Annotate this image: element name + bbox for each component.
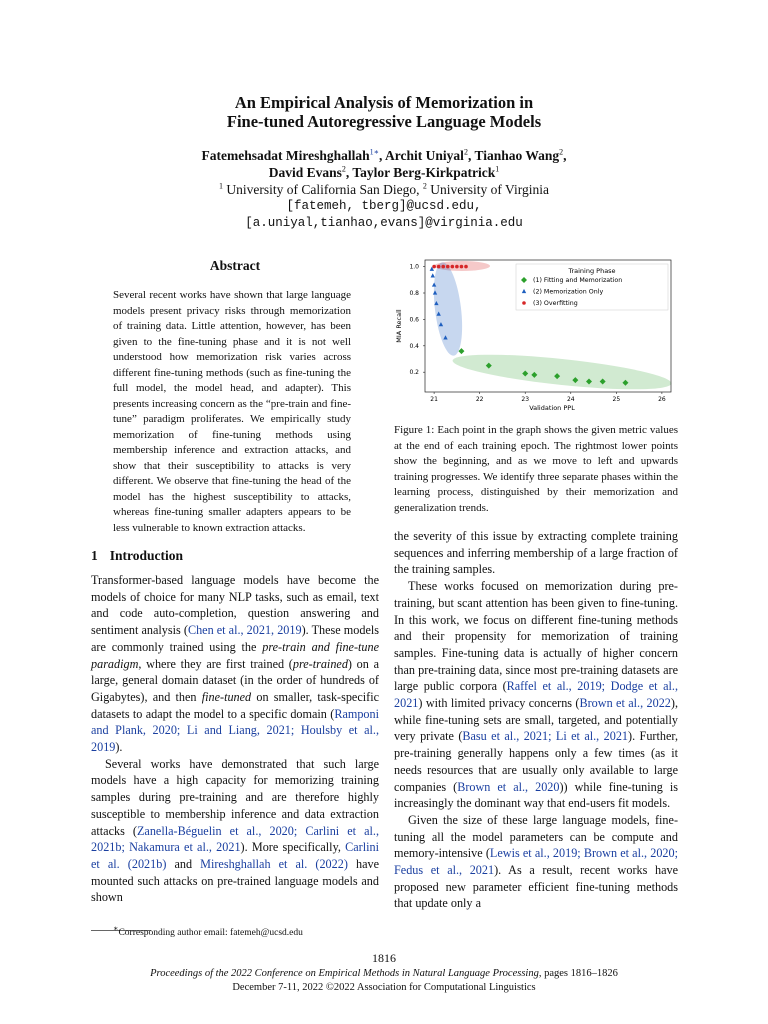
x-tick-label: 26 [658, 396, 666, 403]
citation-link[interactable]: Basu et al., 2021; Li et al., 2021 [462, 729, 629, 744]
text-run: ). As a result, recent works have proposed new parameter efficient fine-tuning methods that update only a [394, 863, 678, 911]
legend-entry: (2) Memorization Only [533, 288, 604, 296]
paragraph [394, 578, 678, 812]
proceedings-line-1 [0, 967, 768, 981]
citation-link[interactable]: Mireshghallah et al. (2022) [200, 856, 348, 871]
x-tick-label: 24 [566, 396, 575, 403]
citation-link[interactable]: Zanella-Béguelin et al., 2020; Carlini et al., 2021b; Nakamura et al., 2021 [91, 823, 380, 855]
section-title: Introduction [109, 548, 184, 563]
text-run: ). These models are commonly trained using the [91, 623, 379, 654]
y-tick-label: 0.4 [409, 342, 419, 350]
text-run: These works focused on memorization during pre-training, but scant attention has been given to fine-tuning. In this work, we focus on different fine-tuning methods and their propensity for memorization of training samples. Fine-tuning data is actually of higher concern than pre-training data, since most pre-training datasets are large public corpora ( [394, 579, 678, 694]
right-column [394, 528, 678, 912]
section-number: 1 [91, 548, 98, 563]
text-run: Transformer-based language models have become the models of choice for many NLP tasks, such as email, text and code auto-completion, question answering and sentiment analysis ( [91, 573, 379, 638]
author-name: Fatemehsadat Mireshghallah [201, 148, 370, 163]
legend [516, 264, 668, 310]
text-run: and [166, 856, 201, 871]
text-run: ). Further, pre-training generally happens only a few times (as it needs resources that are usually only available to large companies ( [394, 729, 678, 794]
text-run: , where they are first trained ( [138, 656, 293, 671]
y-tick-label: 0.8 [409, 290, 419, 297]
footnote [113, 923, 303, 938]
legend-entry: (3) Overfitting [533, 300, 578, 307]
paragraph [91, 572, 379, 756]
proceedings-footer [0, 967, 768, 995]
figure-1-scatter-chart [392, 254, 678, 420]
legend-title: Training Phase [568, 267, 616, 275]
email-ucsd: [fatemeh, tberg]@ucsd.edu, [286, 199, 482, 213]
data-point [446, 265, 450, 269]
data-point [431, 273, 435, 277]
author-name: , Tianhao Wang [467, 148, 560, 163]
text-run: )) while fine-tuning is increasingly the dominant way that end-users fit models. [394, 779, 678, 811]
emphasis: fine-tuned [201, 689, 252, 704]
citation-link[interactable]: Brown et al., 2020 [457, 779, 560, 794]
affiliation-ucsd: University of California San Diego, [223, 182, 423, 197]
author-affiliation-mark: 1 [495, 164, 500, 174]
author-affiliation-mark: 2 [559, 147, 564, 157]
citation-link[interactable]: Ramponi and Plank, 2020; Li and Liang, 2021; Houlsby et al., 2019 [91, 706, 379, 755]
text-run: on smaller, task-specific datasets to adapt the model to a specific domain ( [91, 689, 379, 721]
page-number: 1816 [372, 951, 396, 965]
citation-link[interactable]: Carlini et al. (2021b) [91, 840, 379, 871]
data-point [451, 265, 455, 269]
data-point [458, 348, 464, 354]
text-run: Several works have demonstrated that such large models have a high capacity for memorizing training samples during pre-training and are therefore highly susceptible to membership inference and data extraction attacks ( [91, 756, 379, 838]
x-axis-label: Validation PPL [529, 404, 575, 412]
x-tick-label: 22 [475, 396, 484, 403]
text-run: Given the size of these large language models, fine-tuning all the model parameters can be compute and memory-intensive ( [394, 812, 678, 861]
left-column [91, 572, 379, 906]
paragraph [91, 756, 379, 906]
paper-title [0, 93, 768, 131]
text-run: ) with limited privacy concerns ( [418, 696, 580, 711]
author-affiliation-mark: 2 [463, 147, 468, 157]
affiliation-uva: University of Virginia [426, 182, 549, 197]
y-axis-label: MIA Recall [395, 309, 403, 343]
abstract-text: Several recent works have shown that large language models present privacy risks through memorization of training data. Little attention, however, has been given to the fine-tuning phase and it is not well understood how memorization risk varies across different fine-tuning methods (such as fine-tuning the full model, the model head, and adapter). This presents increasing concern as the “pre-train and fine-tune” paradigm proliferates. We empirically study memorization of fine-tuning methods using membership inference and extraction attacks, and show that their susceptibility to attacks is very different. We observe that fine-tuning the head of the model has the highest susceptibility to attacks, whereas fine-tuning smaller adapters appears to be less vulnerable to known extraction attacks. [113, 289, 351, 534]
data-point [460, 265, 464, 269]
data-point [441, 265, 445, 269]
y-tick-label: 0.2 [409, 369, 419, 377]
emphasis: pre-train and fine-tune paradigm [91, 639, 379, 671]
footnote-text: Corresponding author email: fatemeh@ucsd.edu [118, 928, 303, 938]
author-line-1 [0, 147, 768, 164]
affiliation-mark: 2 [422, 181, 427, 191]
x-tick-label: 23 [521, 396, 530, 403]
y-tick-label: 0.6 [409, 316, 419, 324]
proceedings-pages: , pages 1816–1826 [538, 968, 618, 979]
citation-link[interactable]: Chen et al., 2021, 2019 [187, 623, 302, 638]
data-point [437, 265, 441, 269]
emphasis: pre-trained [292, 656, 348, 671]
citation-link[interactable]: Raffel et al., 2019; Dodge et al., 2021 [394, 679, 678, 711]
section-heading [91, 548, 183, 564]
title-line-1: An Empirical Analysis of Memorization in [234, 93, 534, 112]
legend-entry: (1) Fitting and Memorization [533, 277, 623, 284]
title-line-2: Fine-tuned Autoregressive Language Models [226, 112, 542, 131]
text-run: ) on a large, general domain dataset (in the order of hundreds of Gigabytes), and then [91, 656, 379, 704]
author-name: , Taylor Berg-Kirkpatrick [345, 165, 496, 180]
y-tick-label: 1.0 [409, 263, 419, 271]
citation-link[interactable]: Brown et al., 2022 [579, 696, 671, 711]
author-affiliation-mark: 2 [341, 164, 346, 174]
legend-marker [522, 301, 526, 305]
proceedings-venue: Proceedings of the 2022 Conference on Empirical Methods in Natural Language Processing [150, 968, 539, 979]
text-run: have mounted such attacks on pre-trained language models and shown [91, 856, 379, 905]
text-run: ). [115, 740, 123, 755]
author-line-2 [0, 164, 768, 181]
data-point [464, 265, 468, 269]
affiliations [0, 181, 768, 198]
text-run: ), while fine-tuning sets are small, targeted, and potentially very private ( [394, 696, 678, 744]
author-separator: , [563, 148, 567, 163]
citation-link[interactable]: Lewis et al., 2019; Brown et al., 2020; Fedus et al., 2021 [394, 846, 679, 878]
email-uva: [a.uniyal,tianhao,evans]@virginia.edu [245, 216, 523, 230]
x-tick-label: 25 [612, 396, 621, 403]
paragraph: the severity of this issue by extracting complete training sequences and inferring membership of a large fraction of the training samples. [394, 529, 678, 577]
memorization-region [429, 261, 466, 357]
abstract-heading: Abstract [209, 258, 261, 273]
figure-caption: Figure 1: Each point in the graph shows the given metric values at the end of each training epoch. The rightmost lower points show the beginning, and as we move to left and upwards training progresses. We identify three separate phases within the learning process, distinguished by their memorization and generalization trends. [394, 424, 678, 514]
paragraph [394, 812, 678, 912]
author-name: , Archit Uniyal [379, 148, 464, 163]
author-block [0, 147, 768, 232]
author-footnote-link[interactable]: 1∗ [369, 147, 380, 157]
text-run: ). More specifically, [240, 840, 346, 855]
author-name: David Evans [268, 165, 342, 180]
affiliation-mark: 1 [219, 181, 224, 191]
data-point [432, 265, 436, 269]
data-point [455, 265, 459, 269]
fitting-region [451, 348, 673, 397]
footnote-mark: ∗ [113, 923, 119, 933]
x-tick-label: 21 [430, 396, 438, 403]
proceedings-line-2: December 7-11, 2022 ©2022 Association for Computational Linguistics [232, 982, 536, 993]
